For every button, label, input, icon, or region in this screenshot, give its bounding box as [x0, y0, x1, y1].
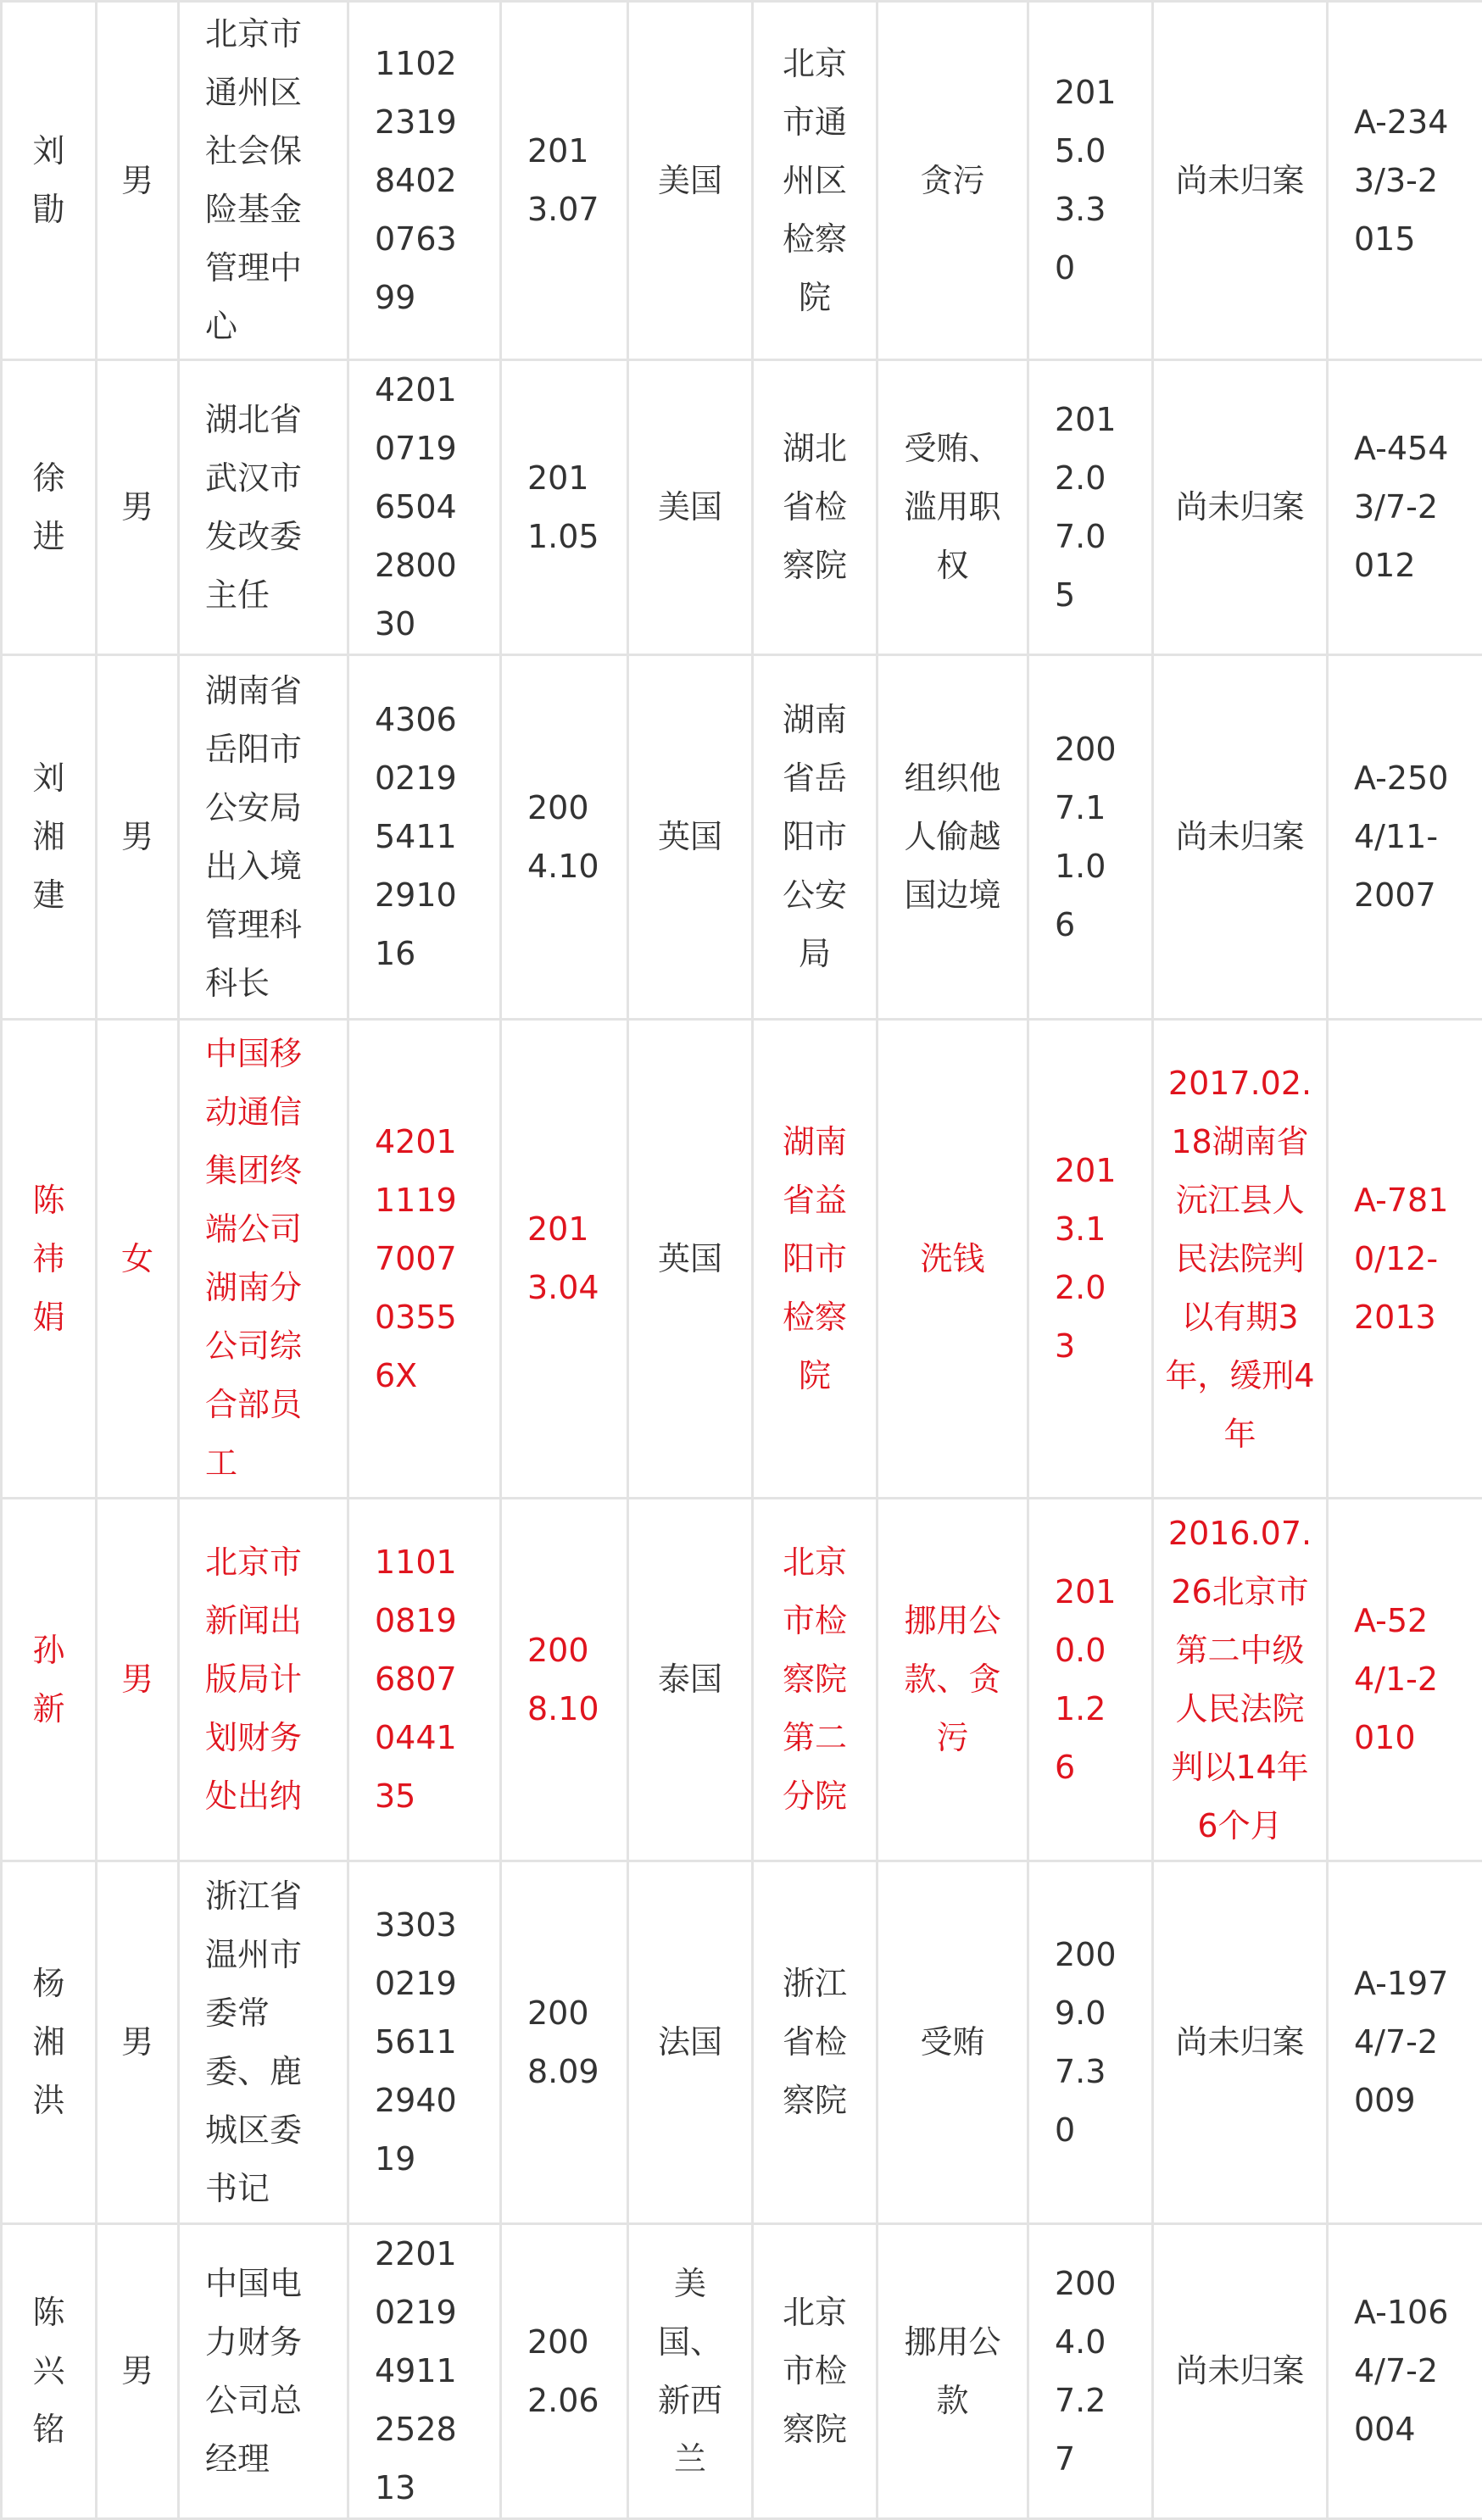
table-row [2, 1020, 1482, 1499]
status-cell: 尚未归案 [1153, 655, 1328, 1020]
id-number-cell: 420107196504280030 [348, 360, 501, 655]
unit-cell: 湖南省岳阳市公安局出入境管理科科长 [179, 655, 348, 1020]
id-number-cell: 110108196807044135 [348, 1499, 501, 1861]
table-body [2, 2, 1482, 2519]
procuratorate-cell: 湖南省岳阳市公安局 [753, 655, 878, 1020]
gender-cell: 男 [97, 655, 179, 1020]
unit-cell: 北京市新闻出版局计划财务处出纳 [179, 1499, 348, 1861]
unit-cell: 中国电力财务公司总经理 [179, 2224, 348, 2519]
fled-date-cell: 2008.10 [501, 1499, 628, 1861]
case-number-cell: A-1974/7-2009 [1328, 1861, 1482, 2224]
case-number-cell: A-524/1-2010 [1328, 1499, 1482, 1861]
status-cell: 尚未归案 [1153, 360, 1328, 655]
status-cell: 2017.02.18湖南省沅江县人民法院判以有期3年，缓刑4年 [1153, 1020, 1328, 1499]
id-number-cell: 330302195611294019 [348, 1861, 501, 2224]
fled-date-cell: 2008.09 [501, 1861, 628, 2224]
crime-cell: 洗钱 [878, 1020, 1028, 1499]
crime-cell: 受贿 [878, 1861, 1028, 2224]
country-cell: 美国、新西兰 [628, 2224, 753, 2519]
table-row [2, 360, 1482, 655]
procuratorate-cell: 北京市通州区检察院 [753, 2, 878, 360]
procuratorate-cell: 湖北省检察院 [753, 360, 878, 655]
crime-cell: 挪用公款、贪污 [878, 1499, 1028, 1861]
gender-cell: 男 [97, 2224, 179, 2519]
id-number-cell: 110223198402076399 [348, 2, 501, 360]
procuratorate-cell: 北京市检察院 [753, 2224, 878, 2519]
country-cell: 泰国 [628, 1499, 753, 1861]
gender-cell: 男 [97, 360, 179, 655]
case-date-cell: 2012.07.05 [1028, 360, 1153, 655]
gender-cell: 男 [97, 2, 179, 360]
gender-cell: 男 [97, 1861, 179, 2224]
name-cell: 孙新 [2, 1499, 97, 1861]
unit-cell: 浙江省温州市委常委、鹿城区委书记 [179, 1861, 348, 2224]
table-row [2, 655, 1482, 1020]
id-number-cell: 220102194911252813 [348, 2224, 501, 2519]
case-date-cell: 2010.01.26 [1028, 1499, 1153, 1861]
case-number-cell: A-4543/7-2012 [1328, 360, 1482, 655]
table-row [2, 2, 1482, 360]
procuratorate-cell: 湖南省益阳市检察院 [753, 1020, 878, 1499]
country-cell: 法国 [628, 1861, 753, 2224]
gender-cell: 女 [97, 1020, 179, 1499]
fled-date-cell: 2013.07 [501, 2, 628, 360]
status-cell: 尚未归案 [1153, 2, 1328, 360]
unit-cell: 中国移动通信集团终端公司湖南分公司综合部员工 [179, 1020, 348, 1499]
case-date-cell: 2015.03.30 [1028, 2, 1153, 360]
table-row [2, 1861, 1482, 2224]
fled-date-cell: 2011.05 [501, 360, 628, 655]
country-cell: 美国 [628, 2, 753, 360]
country-cell: 英国 [628, 655, 753, 1020]
procuratorate-cell: 浙江省检察院 [753, 1861, 878, 2224]
name-cell: 刘勖 [2, 2, 97, 360]
name-cell: 刘湘建 [2, 655, 97, 1020]
fled-date-cell: 2002.06 [501, 2224, 628, 2519]
case-date-cell: 2009.07.30 [1028, 1861, 1153, 2224]
table-row [2, 1499, 1482, 1861]
case-date-cell: 2004.07.27 [1028, 2224, 1153, 2519]
status-cell: 2016.07.26北京市第二中级人民法院判以14年6个月 [1153, 1499, 1328, 1861]
status-cell: 尚未归案 [1153, 2224, 1328, 2519]
case-date-cell: 2013.12.03 [1028, 1020, 1153, 1499]
id-number-cell: 42011119700703556X [348, 1020, 501, 1499]
case-date-cell: 2007.11.06 [1028, 655, 1153, 1020]
country-cell: 英国 [628, 1020, 753, 1499]
crime-cell: 贪污 [878, 2, 1028, 360]
name-cell: 陈祎娟 [2, 1020, 97, 1499]
country-cell: 美国 [628, 360, 753, 655]
status-cell: 尚未归案 [1153, 1861, 1328, 2224]
table-row [2, 2224, 1482, 2519]
name-cell: 杨湘洪 [2, 1861, 97, 2224]
name-cell: 徐进 [2, 360, 97, 655]
fled-date-cell: 2013.04 [501, 1020, 628, 1499]
case-number-cell: A-1064/7-2004 [1328, 2224, 1482, 2519]
case-number-cell: A-7810/12-2013 [1328, 1020, 1482, 1499]
gender-cell: 男 [97, 1499, 179, 1861]
id-number-cell: 430602195411291016 [348, 655, 501, 1020]
fled-date-cell: 2004.10 [501, 655, 628, 1020]
crime-cell: 受贿、滥用职权 [878, 360, 1028, 655]
unit-cell: 湖北省武汉市发改委主任 [179, 360, 348, 655]
crime-cell: 挪用公款 [878, 2224, 1028, 2519]
procuratorate-cell: 北京市检察院第二分院 [753, 1499, 878, 1861]
case-number-cell: A-2504/11-2007 [1328, 655, 1482, 1020]
name-cell: 陈兴铭 [2, 2224, 97, 2519]
case-number-cell: A-2343/3-2015 [1328, 2, 1482, 360]
crime-cell: 组织他人偷越国边境 [878, 655, 1028, 1020]
unit-cell: 北京市通州区社会保险基金管理中心 [179, 2, 348, 360]
